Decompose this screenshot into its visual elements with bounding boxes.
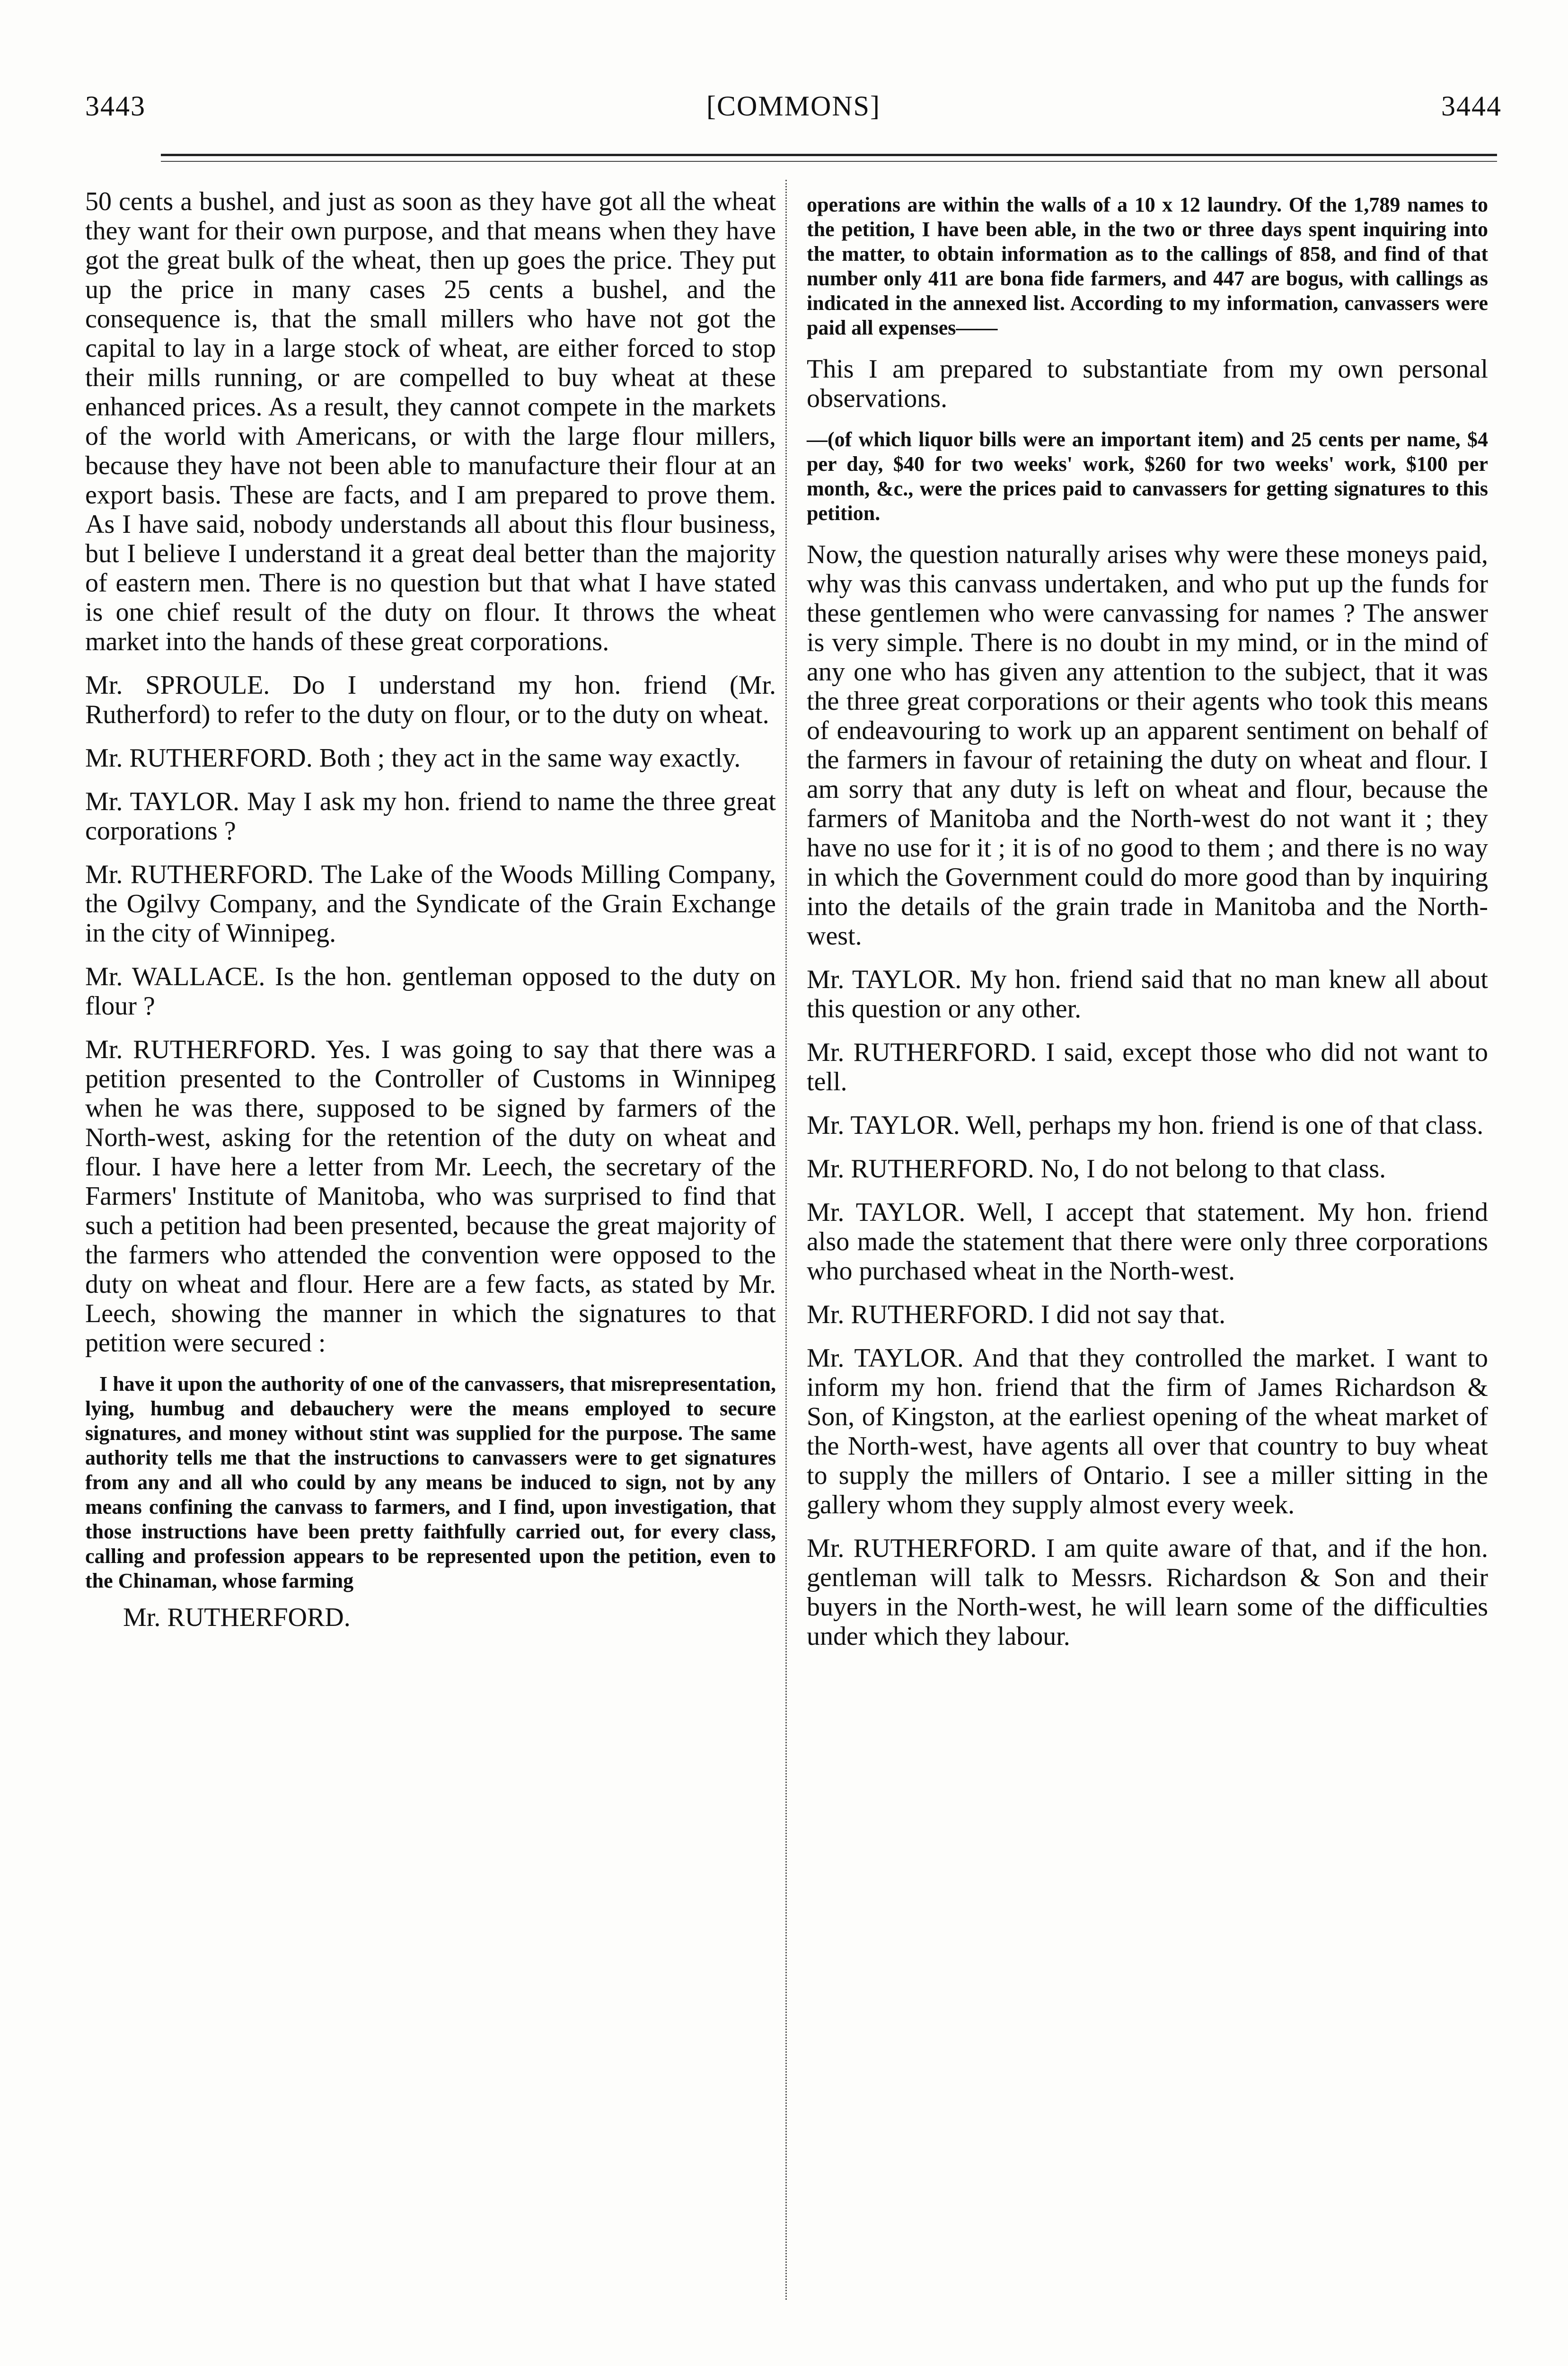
paragraph: Mr. RUTHERFORD. Yes. I was going to say that there was a petition presented to the Controller of Customs in Winnipeg when he was there, supposed to be signed by farmers of the North-west, asking for the retention of the duty on wheat and flour. I have here a letter from Mr. Leech, the secretary of the Farmers' Institute of Manitoba, who was surprised to find that such a petition had been presented, because the great majority of the farmers who attended the convention were opposed to the duty on wheat and flour. Here are a few facts, as stated by Mr. Leech, showing the manner in which the signatures to that petition were secured : <box>85 1035 776 1358</box>
paragraph: This I am prepared to substantiate from my own personal observations. <box>807 354 1488 413</box>
paragraph: Mr. RUTHERFORD. The Lake of the Woods Milling Company, the Ogilvy Company, and the Syndicate of the Grain Exchange in the city of Winnipeg. <box>85 860 776 948</box>
paragraph: Mr. TAYLOR. May I ask my hon. friend to name the three great corporations ? <box>85 787 776 846</box>
quoted-letter: I have it upon the authority of one of the canvassers, that misrepresentation, lying, humbug and debauchery were the means employed to secure signatures, and money without stint was supplied for the purpose. The same authority tells me that the instructions to canvassers were to get signatures from any and all who could by any means be induced to sign, not by any means confining the canvass to farmers, and I find, upon investigation, that those instructions have been pretty faithfully carried out, for every class, calling and profession appears to be represented upon the petition, even to the Chinaman, whose farming <box>85 1372 776 1592</box>
paragraph: Mr. RUTHERFORD. No, I do not belong to that class. <box>807 1154 1386 1183</box>
header-rule <box>161 154 1497 156</box>
page-number-right: 3444 <box>1441 90 1502 122</box>
paragraph: Mr. TAYLOR. And that they controlled the market. I want to inform my hon. friend that the firm of James Richardson & Son, of Kingston, at the earliest opening of the wheat market of the North-west, have agents all over that country to buy wheat to supply the millers of Ontario. I see a miller sitting in the gallery whom they supply almost every week. <box>807 1343 1488 1519</box>
page-number-left: 3443 <box>85 90 146 122</box>
header-rule-thin <box>161 161 1497 162</box>
paragraph: Mr. RUTHERFORD. Both ; they act in the same way exactly. <box>85 743 741 773</box>
page-header <box>85 90 1502 132</box>
paragraph: Mr. TAYLOR. Well, I accept that statement. My hon. friend also made the statement that there were only three corporations who purchased wheat in the North-west. <box>807 1198 1488 1286</box>
paragraph: Mr. SPROULE. Do I understand my hon. friend (Mr. Rutherford) to refer to the duty on flour, or to the duty on wheat. <box>85 671 776 729</box>
paragraph: Mr. RUTHERFORD. I said, except those who did not want to tell. <box>807 1038 1488 1096</box>
paragraph: Mr. TAYLOR. My hon. friend said that no man knew all about this question or any other. <box>807 965 1488 1024</box>
right-column <box>807 187 1488 1665</box>
paragraph: Mr. WALLACE. Is the hon. gentleman opposed to the duty on flour ? <box>85 962 776 1021</box>
speaker-continuation: Mr. RUTHERFORD. <box>123 1603 351 1632</box>
quoted-letter: operations are within the walls of a 10 x 12 laundry. Of the 1,789 names to the petition, I have been able, in the two or three days spent inquiring into the matter, to obtain information as to the callings of 858, and find of that number only 411 are bona fide farmers, and 447 are bogus, with callings as indicated in the annexed list. According to my information, canvassers were paid all expenses—— <box>807 193 1488 339</box>
paragraph: Mr. RUTHERFORD. I did not say that. <box>807 1300 1226 1329</box>
paragraph: Mr. RUTHERFORD. I am quite aware of that, and if the hon. gentleman will talk to Messrs. Richardson & Son and their buyers in the North-west, he will learn some of the difficulties under which they labour. <box>807 1534 1488 1651</box>
paragraph: 50 cents a bushel, and just as soon as they have got all the wheat they want for their own purpose, and that means when they have got the great bulk of the wheat, then up goes the price. They put up the price in many cases 25 cents a bushel, and the consequence is, that the small millers who have not got the capital to lay in a large stock of wheat, are either forced to stop their mills running, or are compelled to buy wheat at these enhanced prices. As a result, they cannot compete in the markets of the world with Americans, or with the large flour millers, because they have not been able to manufacture their flour at an export basis. These are facts, and I am prepared to prove them. As I have said, nobody understands all about this flour business, but I believe I understand it a great deal better than the majority of eastern men. There is no question but that what I have stated is one chief result of the duty on flour. It throws the wheat market into the hands of these great corporations. <box>85 187 776 656</box>
quoted-letter: —(of which liquor bills were an important item) and 25 cents per name, $4 per day, $40 for two weeks' work, $260 for two weeks' work, $100 per month, &c., were the prices paid to canvassers for getting signatures to this petition. <box>807 428 1488 525</box>
column-divider <box>785 180 787 2300</box>
paragraph: Mr. TAYLOR. Well, perhaps my hon. friend is one of that class. <box>807 1111 1484 1140</box>
left-column <box>85 187 776 1646</box>
running-title: [COMMONS] <box>706 90 881 122</box>
paragraph: Now, the question naturally arises why were these moneys paid, why was this canvass undertaken, and who put up the funds for these gentlemen who were canvassing for names ? The answer is very simple. There is no doubt in my mind, or in the mind of any one who has given any attention to the subject, that it was the three great corporations or their agents who took this means of endeavouring to work up an apparent sentiment on behalf of the farmers in favour of retaining the duty on wheat and flour. I am sorry that any duty is left on wheat and flour, because the farmers of Manitoba and the North-west do not want it ; they have no use for it ; it is of no good to them ; and there is no way in which the Government could do more good than by inquiring into the details of the grain trade in Manitoba and the North-west. <box>807 540 1488 951</box>
